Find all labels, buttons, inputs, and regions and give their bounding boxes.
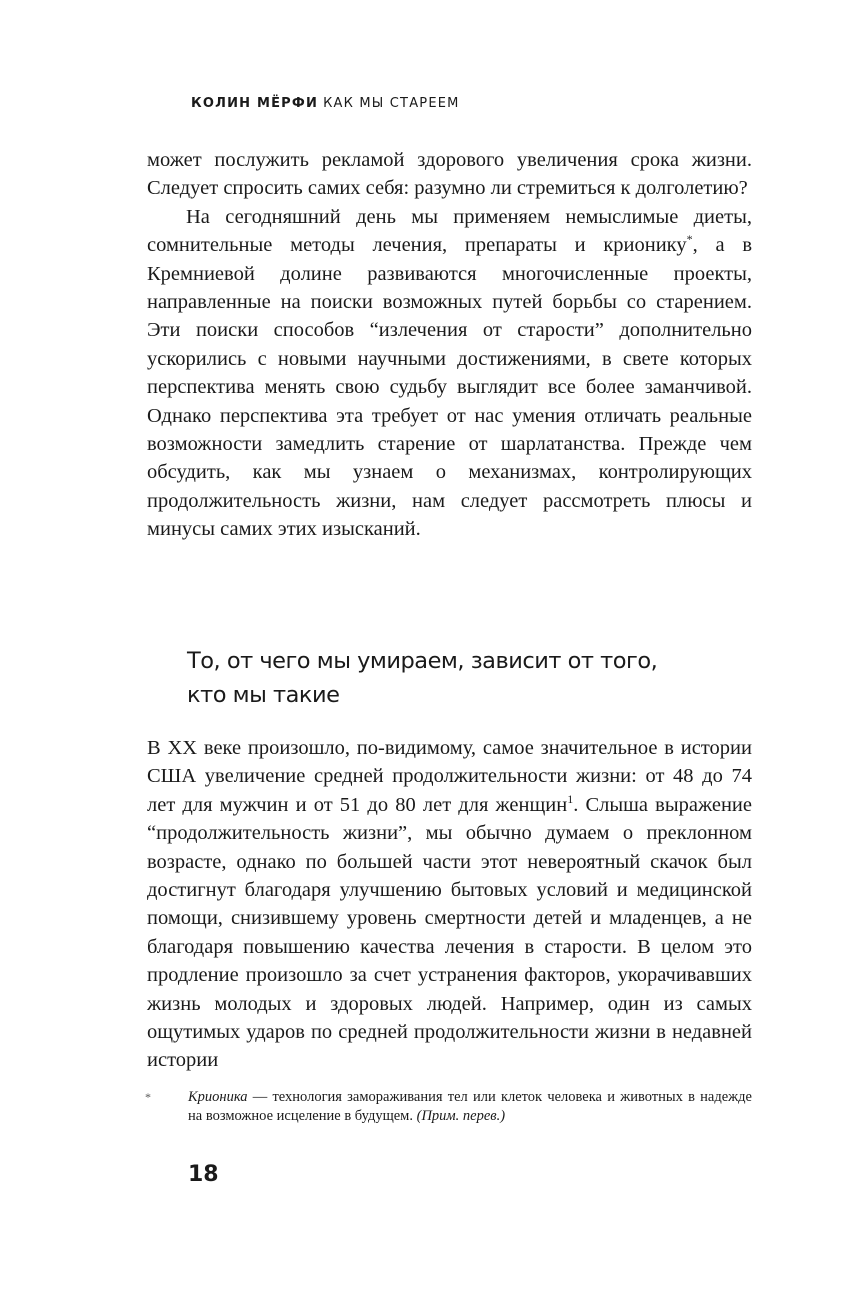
header-author: КОЛИН МЁРФИ (191, 96, 319, 111)
text-block-after-heading (147, 734, 752, 1075)
section-heading-line-2: кто мы такие (187, 682, 340, 708)
footnote-marker: * (145, 1090, 151, 1104)
paragraph-text: На сегодняшний день мы применяем немыслимые диеты, сомнительные методы лечения, препараты и крионику (147, 205, 752, 257)
page-number: 18 (188, 1162, 219, 1187)
header-book-title: КАК МЫ СТАРЕЕМ (323, 96, 460, 111)
footnote (147, 1088, 752, 1126)
endnote-reference: 1 (567, 791, 574, 806)
text-block-before-heading (147, 146, 752, 544)
paragraph (147, 203, 752, 544)
paragraph: может послужить рекламой здорового увеличения срока жизни. Следует спросить самих себя: разумно ли стремиться к долголетию? (147, 149, 752, 200)
footnote-reference: * (686, 232, 693, 247)
footnote-body (188, 1088, 752, 1126)
running-header (191, 96, 460, 111)
paragraph-text: В XX веке произошло, по-видимому, самое значительное в истории США увеличение средней продолжительности жизни: от 48 до 74 лет для мужчин и от 51 до 80 лет для женщин (147, 737, 752, 816)
paragraph-text: , а в Кремниевой долине развиваются многочисленные проекты, направленные на поиски возможных путей борьбы со старением. Эти поиски способов “излечения от старости” дополнительно ускорились с новыми научными достижениями, в свете которых перспектива менять свою судьбу выглядит все более заманчивой. Однако перспектива эта требует от нас умения отличать реальные возможности замедлить старение от шарлатанства. Прежде чем обсудить, как мы узнаем о механизмах, контролирующих продолжительность жизни, нам следует рассмотреть плюсы и минусы самих этих изысканий. (147, 234, 752, 541)
section-heading (187, 644, 747, 712)
translator-note: (Прим. перев.) (416, 1108, 506, 1124)
paragraph-text: . Слыша выражение “продолжительность жизни”, мы обычно думаем о преклонном возрасте, однако по большей части этот невероятный скачок был достигнут благодаря улучшению бытовых условий и медицинской помощи, снизившему уровень смертности детей и младенцев, а не благодаря повышению качества лечения в старости. В целом это продление произошло за счет устранения факторов, укорачивавших жизнь молодых и здоровых людей. Например, один из самых ощутимых ударов по средней продолжительности жизни в недавней истории (147, 793, 753, 1072)
section-heading-line-1: То, от чего мы умираем, зависит от того, (187, 648, 658, 674)
footnote-text: — технология замораживания тел или клеток человека и животных в надежде на возможное исцеление в будущем. (188, 1089, 752, 1124)
footnote-term: Крионика (188, 1089, 248, 1105)
paragraph (147, 734, 752, 1075)
